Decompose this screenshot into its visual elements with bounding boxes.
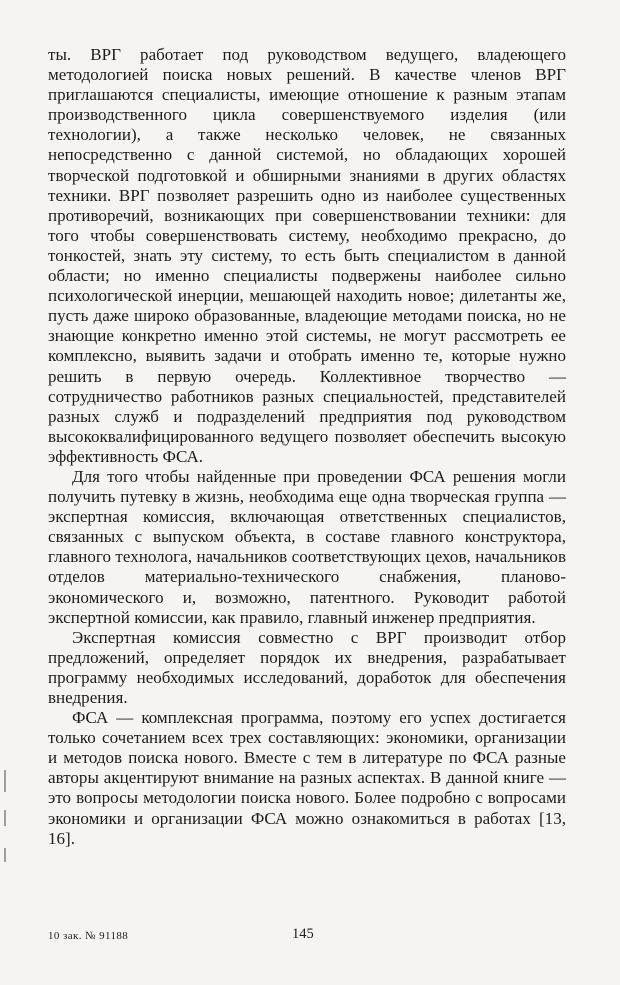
paragraph-1: ты. ВРГ работает под руководством ведущего, владеющего методологией поиска новых решений. В качестве членов ВРГ приглашаются специалисты, имеющие отношение к разным этапам производственного цикла совершенствуемого изделия (или технологии), а также несколько человек, не связанных непосредственно с данной системой, но обладающих хорошей творческой подготовкой и обширными знаниями в других областях техники. ВРГ позволяет разрешить одно из наиболее существенных противоречий, возникающих при совершенствовании техники: для того чтобы совершенствовать систему, необходимо прекрасно, до тонкостей, знать эту систему, то есть быть специалистом в данной области; но именно специалисты подвержены наиболее сильно психологической инерции, мешающей находить новое; дилетанты же, пусть даже широко образованные, владеющие методами поиска, но не знающие конкретно именно этой системы, не могут рассмотреть ее комплексно, выявить задачи и отобрать именно те, которые нужно решить в первую очередь. Коллективное творчество — сотрудничество работников разных специальностей, представителей разных служб и подразделений предприятия под руководством высококвалифицированного ведущего позволяет обеспечить высокую эффективность ФСА. — [48, 45, 566, 466]
paragraph-3: Экспертная комиссия совместно с ВРГ производит отбор предложений, определяет порядок их внедрения, разрабатывает программу необходимых исследований, доработок для обеспечения внедрения. — [48, 627, 566, 707]
scan-margin-mark — [4, 810, 6, 826]
paragraph-2: Для того чтобы найденные при проведении ФСА решения могли получить путевку в жизнь, необходима еще одна творческая группа — экспертная комиссия, включающая ответственных специалистов, связанных с выпуском объекта, в составе главного конструктора, главного технолога, начальников соответствующих цехов, начальников отделов материально-технического снабжения, планово-экономического и, возможно, патентного. Руководит работой экспертной комиссии, как правило, главный инженер предприятия. — [48, 466, 566, 627]
scan-margin-mark — [4, 848, 6, 862]
page-number: 145 — [292, 926, 314, 942]
printer-signature: 10 зак. № 91188 — [48, 930, 129, 942]
body-text — [48, 45, 566, 849]
scan-margin-mark — [4, 770, 6, 792]
paragraph-4: ФСА — комплексная программа, поэтому его успех достигается только сочетанием всех трех составляющих: экономики, организации и методов поиска нового. Вместе с тем в литературе по ФСА разные авторы акцентируют внимание на разных аспектах. В данной книге — это вопросы методологии поиска нового. Более подробно с вопросами экономики и организации ФСА можно ознакомиться в работах [13, 16]. — [48, 708, 566, 848]
